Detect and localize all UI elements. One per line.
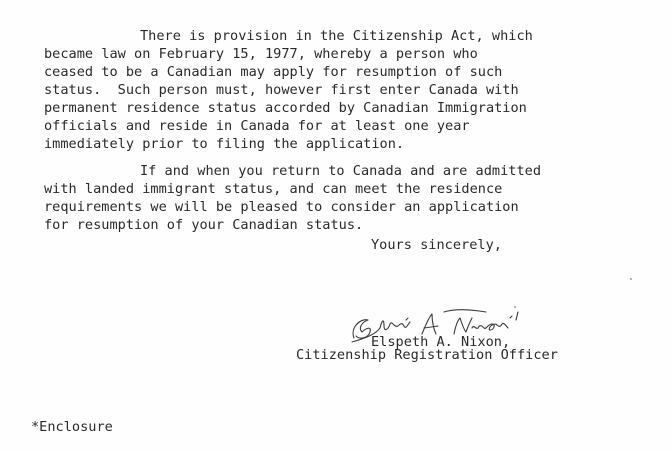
signatory-title: Citizenship Registration Officer [296, 347, 558, 363]
scan-speck [514, 306, 516, 308]
closing-salutation: Yours sincerely, [371, 237, 502, 253]
paragraph1-line-5: permanent residence status accorded by Canadian Immigration [44, 100, 527, 116]
paragraph1-line-3: ceased to be a Canadian may apply for resumption of such [44, 64, 503, 80]
enclosure-note: *Enclosure [31, 419, 113, 435]
paragraph2-line-3: requirements we will be pleased to consider an application [44, 199, 519, 215]
paragraph2-line-2: with landed immigrant status, and can meet the residence [44, 181, 503, 197]
scan-speck [630, 278, 632, 280]
paragraph1-line-7: immediately prior to filing the application. [44, 136, 405, 152]
signatory-name: Elspeth A. Nixon, [371, 334, 511, 350]
paragraph1-line-6: officials and reside in Canada for at least one year [44, 118, 470, 134]
paragraph2-line-1: If and when you return to Canada and are admitted [140, 163, 542, 179]
paragraph2-line-4: for resumption of your Canadian status. [44, 217, 364, 233]
paragraph1-line-2: became law on February 15, 1977, whereby a person who [44, 46, 478, 62]
paragraph1-line-1: There is provision in the Citizenship Act, which [140, 28, 533, 44]
paragraph1-line-4: status. Such person must, however first enter Canada with [44, 82, 519, 98]
